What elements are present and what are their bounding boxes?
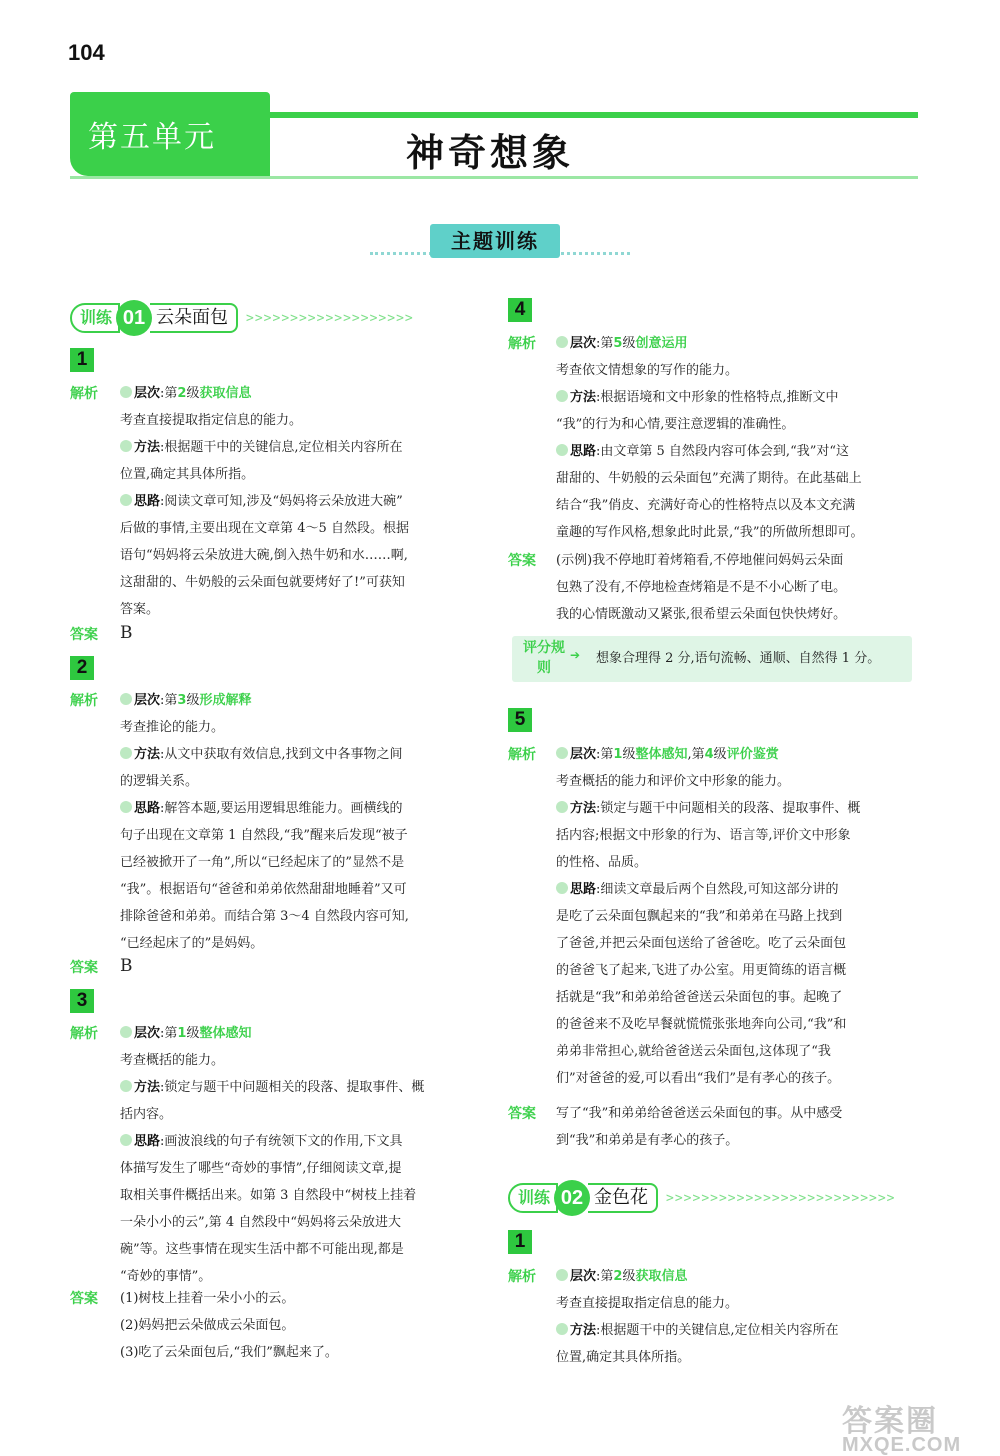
answer-label: 答案 — [508, 553, 536, 569]
bullet-icon — [120, 1080, 132, 1092]
bullet-icon — [120, 1134, 132, 1146]
answer-line: (3)吃了云朵面包后,“我们”飘起来了。 — [120, 1345, 338, 1360]
training-number: 01 — [116, 300, 152, 336]
idea-line: 思路:细读文章最后两个自然段,可知这部分讲的 — [556, 876, 839, 903]
method-line: 方法:锁定与题干中问题相关的段落、提取事件、概 — [120, 1074, 424, 1101]
idea-line: 思路:解答本题,要运用逻辑思维能力。画横线的 — [120, 795, 403, 822]
level-desc: 考查依文情想象的写作的能力。 — [556, 363, 739, 378]
bullet-icon — [120, 693, 132, 705]
idea-line: “我”。根据语句“爸爸和弟弟依然甜甜地睡着”又可 — [120, 882, 407, 897]
scoring-rule-label: 评分规则 — [523, 640, 565, 676]
training-title: 云朵面包 — [150, 303, 238, 333]
bullet-icon — [120, 386, 132, 398]
bullet-icon — [556, 882, 568, 894]
level-line: 层次:第5级创意运用 — [556, 330, 687, 357]
answer-line: (2)妈妈把云朵做成云朵面包。 — [120, 1318, 295, 1333]
bullet-icon — [556, 336, 568, 348]
idea-line: “奇妙的事情”。 — [120, 1269, 212, 1284]
idea-line: 一朵小小的云”,第 4 自然段中“妈妈将云朵放进大 — [120, 1215, 401, 1230]
answer-label: 答案 — [70, 1291, 98, 1307]
analysis-label: 解析 — [508, 747, 536, 763]
page-number: 104 — [68, 40, 105, 65]
method-line: 位置,确定其具体所指。 — [120, 467, 255, 482]
analysis-label: 解析 — [70, 693, 98, 709]
bullet-icon — [556, 1323, 568, 1335]
level-desc: 考查直接提取指定信息的能力。 — [556, 1296, 739, 1311]
question-5-number: 5 — [508, 708, 532, 732]
bullet-icon — [556, 747, 568, 759]
level-desc: 考查直接提取指定信息的能力。 — [120, 413, 303, 428]
theme-box — [430, 224, 560, 258]
answer-line: 我的心情既激动又紧张,很希望云朵面包快快烤好。 — [556, 607, 847, 622]
level-desc: 考查概括的能力和评价文中形象的能力。 — [556, 774, 791, 789]
question-2-number: 2 — [70, 656, 94, 680]
banner-line — [266, 112, 918, 118]
idea-line: 括就是“我”和弟弟给爸爸送云朵面包的事。起晚了 — [556, 990, 843, 1005]
idea-line: 碗”等。这些事情在现实生活中都不可能出现,都是 — [120, 1242, 404, 1257]
scoring-rule-box — [512, 636, 912, 682]
training-label: 训练 — [508, 1183, 558, 1213]
theme-heading — [370, 218, 630, 262]
bullet-icon — [556, 801, 568, 813]
analysis-label: 解析 — [508, 1269, 536, 1285]
method-line: 括内容。 — [120, 1107, 173, 1122]
analysis-label: 解析 — [508, 336, 536, 352]
bullet-icon — [120, 801, 132, 813]
idea-line: 甜甜的、牛奶般的云朵面包”充满了期待。在此基础上 — [556, 471, 862, 486]
idea-line: 排除爸爸和弟弟。而结合第 3～4 自然段内容可知, — [120, 909, 409, 924]
bullet-icon — [120, 440, 132, 452]
method-line: 的逻辑关系。 — [120, 774, 199, 789]
idea-line: 后做的事情,主要出现在文章第 4～5 自然段。根据 — [120, 521, 409, 536]
method-line: 方法:从文中获取有效信息,找到文中各事物之间 — [120, 741, 403, 768]
level-line: 层次:第1级整体感知,第4级评价鉴赏 — [556, 741, 779, 768]
idea-line: 取相关事件概括出来。如第 3 自然段中“树枝上挂着 — [120, 1188, 417, 1203]
level-line: 层次:第2级获取信息 — [556, 1263, 687, 1290]
idea-line: 句子出现在文章第 1 自然段,“我”醒来后发现“被子 — [120, 828, 408, 843]
bullet-icon — [556, 390, 568, 402]
bullet-icon — [120, 1026, 132, 1038]
answer-label: 答案 — [70, 627, 98, 643]
idea-line: 语句“妈妈将云朵放进大碗,倒入热牛奶和水……啊, — [120, 548, 408, 563]
method-line: “我”的行为和心情,要注意逻辑的准确性。 — [556, 417, 795, 432]
idea-line: 答案。 — [120, 602, 160, 617]
method-line: 位置,确定其具体所指。 — [556, 1350, 691, 1365]
idea-line: 是吃了云朵面包飘起来的“我”和弟弟在马路上找到 — [556, 909, 843, 924]
level-line: 层次:第2级获取信息 — [120, 380, 251, 407]
level-line: 层次:第3级形成解释 — [120, 687, 251, 714]
answer-label: 答案 — [70, 960, 98, 976]
idea-line: 了爸爸,并把云朵面包送给了爸爸吃。吃了云朵面包 — [556, 936, 847, 951]
idea-line: 思路:阅读文章可知,涉及“妈妈将云朵放进大碗” — [120, 488, 403, 515]
idea-line: 已经被掀开了一角”,所以“已经起床了的”显然不是 — [120, 855, 405, 870]
answer-value: B — [120, 956, 133, 976]
training-02-heading — [508, 1180, 896, 1216]
bullet-icon — [556, 1269, 568, 1281]
theme-label: 主题训练 — [451, 229, 539, 253]
unit-tab-label: 第五单元 — [88, 120, 216, 155]
watermark-text: 答案圈 — [842, 1405, 938, 1438]
level-desc: 考查推论的能力。 — [120, 720, 225, 735]
idea-line: 们”对爸爸的爱,可以看出“我们”是有孝心的孩子。 — [556, 1071, 841, 1086]
idea-line: 童趣的写作风格,想象此时此景,“我”的所做所想即可。 — [556, 525, 864, 540]
analysis-label: 解析 — [70, 386, 98, 402]
method-line: 方法:根据题干中的关键信息,定位相关内容所在 — [556, 1317, 839, 1344]
level-line: 层次:第1级整体感知 — [120, 1020, 251, 1047]
arrow-icon: ➔ — [570, 648, 581, 662]
training-label: 训练 — [70, 303, 120, 333]
idea-line: 体描写发生了哪些“奇妙的事情”,仔细阅读文章,提 — [120, 1161, 402, 1176]
idea-line: 的爸爸飞了起来,飞进了办公室。用更简练的语言概 — [556, 963, 847, 978]
idea-line: 思路:画波浪线的句子有统领下文的作用,下文具 — [120, 1128, 403, 1155]
answer-line: 写了“我”和弟弟给爸爸送云朵面包的事。从中感受 — [556, 1106, 843, 1121]
answer-value: B — [120, 623, 133, 643]
training-number: 02 — [554, 1180, 590, 1216]
idea-line: “已经起床了的”是妈妈。 — [120, 936, 264, 951]
question-1-number: 1 — [70, 348, 94, 372]
analysis-label: 解析 — [70, 1026, 98, 1042]
answer-label: 答案 — [508, 1106, 536, 1122]
unit-banner — [70, 92, 918, 184]
answer-line: (示例)我不停地盯着烤箱看,不停地催问妈妈云朵面 — [556, 553, 844, 568]
arrows-decoration: >>>>>>>>>>>>>>>>>>>>>>>>>> — [666, 1190, 896, 1206]
level-desc: 考查概括的能力。 — [120, 1053, 225, 1068]
question-1-number: 1 — [508, 1230, 532, 1254]
method-line: 括内容;根据文中形象的行为、语言等,评价文中形象 — [556, 828, 851, 843]
method-line: 方法:根据语境和文中形象的性格特点,推断文中 — [556, 384, 839, 411]
idea-line: 弟弟非常担心,就给爸爸送云朵面包,这体现了“我 — [556, 1044, 831, 1059]
unit-title: 神奇想象 — [406, 131, 575, 175]
arrows-decoration: >>>>>>>>>>>>>>>>>>> — [246, 310, 414, 326]
idea-line: 结合“我”俏皮、充满好奇心的性格特点以及本文充满 — [556, 498, 856, 513]
scoring-rule-text: 想象合理得 2 分,语句流畅、通顺、自然得 1 分。 — [596, 651, 881, 666]
question-4-number: 4 — [508, 298, 532, 322]
idea-line: 思路:由文章第 5 自然段内容可体会到,“我”对“这 — [556, 438, 849, 465]
answer-line: (1)树枝上挂着一朵小小的云。 — [120, 1291, 295, 1306]
bullet-icon — [556, 444, 568, 456]
unit-tab — [70, 92, 270, 176]
watermark-url: MXQE.COM — [842, 1434, 962, 1456]
question-3-number: 3 — [70, 989, 94, 1013]
training-01-heading — [70, 300, 414, 336]
answer-line: 到“我”和弟弟是有孝心的孩子。 — [556, 1133, 739, 1148]
watermark — [842, 1396, 961, 1456]
training-title: 金色花 — [588, 1183, 658, 1213]
answer-line: 包熟了没有,不停地检查烤箱是不是不小心断了电。 — [556, 580, 847, 595]
method-line: 方法:锁定与题干中问题相关的段落、提取事件、概 — [556, 795, 860, 822]
method-line: 方法:根据题干中的关键信息,定位相关内容所在 — [120, 434, 403, 461]
idea-line: 这甜甜的、牛奶般的云朵面包就要烤好了!”可获知 — [120, 575, 405, 590]
bullet-icon — [120, 494, 132, 506]
idea-line: 的爸爸来不及吃早餐就慌慌张张地奔向公司,“我”和 — [556, 1017, 847, 1032]
bullet-icon — [120, 747, 132, 759]
method-line: 的性格、品质。 — [556, 855, 648, 870]
